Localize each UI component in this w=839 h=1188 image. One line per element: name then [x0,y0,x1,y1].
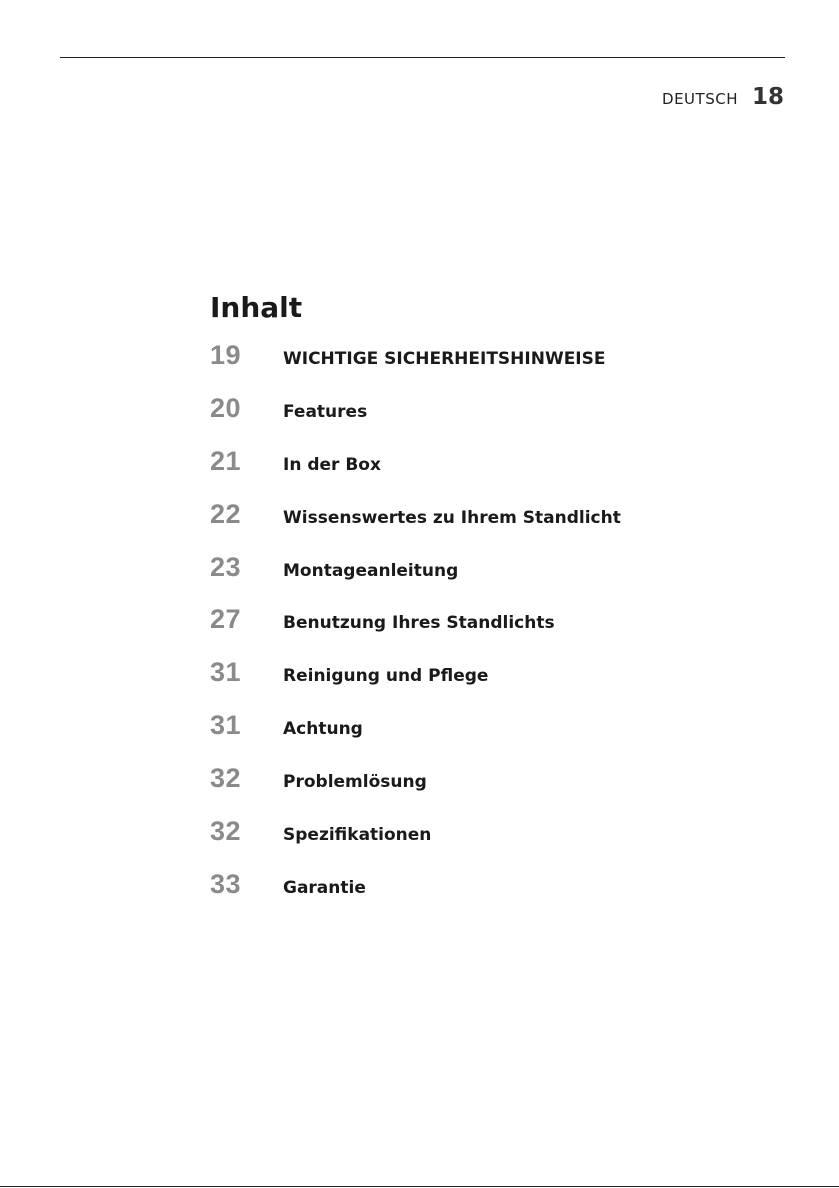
toc-entry[interactable] [210,869,730,922]
toc-entry-label: Benutzung Ihres Standlichts [283,613,555,634]
toc-entry[interactable] [210,393,730,446]
toc-entry-label: Garantie [283,877,366,898]
toc-entry-label: Wissenswertes zu Ihrem Standlicht [283,507,621,528]
toc-entry-page: 20 [210,392,242,423]
toc-entry[interactable] [210,763,730,816]
toc-entry-label: Features [283,401,368,422]
header-language: DEUTSCH [662,90,738,108]
toc-entry-label: Achtung [283,719,363,740]
toc-entry-page: 22 [210,498,242,529]
toc-entry-page: 32 [210,816,242,847]
toc-entry[interactable] [210,604,730,657]
toc-list [210,340,730,922]
toc-entry[interactable] [210,816,730,869]
running-header [662,84,784,110]
toc-entry-label: Montageanleitung [283,560,459,581]
toc-entry-label: Problemlösung [283,772,427,793]
toc-entry-page: 31 [210,657,242,688]
table-of-contents [210,286,730,922]
toc-entry[interactable] [210,552,730,605]
toc-entry[interactable] [210,710,730,763]
toc-entry-page: 32 [210,763,242,794]
toc-title: Inhalt [210,291,303,324]
toc-entry-label: WICHTIGE SICHERHEITSHINWEISE [283,349,606,369]
footer-rule [0,1186,839,1187]
toc-entry[interactable] [210,657,730,710]
toc-entry-page: 33 [210,868,242,899]
page-number: 18 [751,84,784,110]
toc-entry[interactable] [210,340,730,393]
toc-entry-page: 19 [210,340,242,370]
toc-entry-label: Reinigung und Pflege [283,666,489,687]
toc-entry-page: 21 [210,445,242,476]
toc-entry[interactable] [210,499,730,552]
header-rule [60,57,785,58]
toc-entry-page: 27 [210,604,242,635]
toc-entry-page: 23 [210,551,242,582]
toc-entry-page: 31 [210,710,242,741]
toc-entry[interactable] [210,446,730,499]
toc-entry-label: Spezifikationen [283,825,432,846]
toc-entry-label: In der Box [283,454,381,475]
